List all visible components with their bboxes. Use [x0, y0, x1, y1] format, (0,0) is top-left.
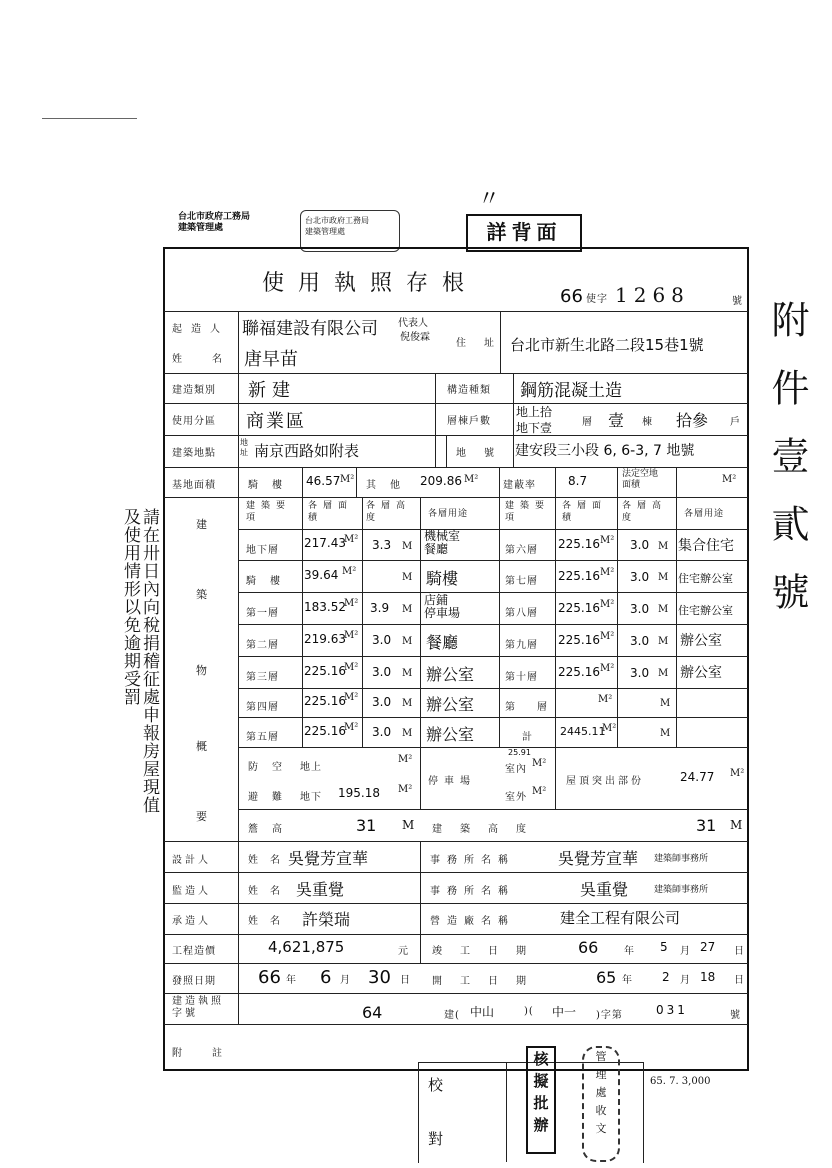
side-label-building: 建 — [196, 518, 208, 531]
floor-name: 第六層 — [505, 545, 538, 556]
notes-label: 附註 — [172, 1048, 252, 1059]
households-unit: 戶 — [730, 417, 741, 428]
floor-area: 219.63 — [304, 632, 346, 646]
permit-ref-code: 中一 — [552, 1005, 577, 1019]
floor-area-unit: M² — [344, 598, 359, 609]
zoning-value: 商業區 — [246, 411, 306, 432]
base-label: 基地面積 — [172, 480, 216, 491]
cost-unit: 元 — [398, 946, 409, 957]
designer-name-label: 姓名 — [248, 855, 292, 866]
permit-ref-suffix: )字第 — [596, 1010, 623, 1021]
floor-area: 39.64 — [304, 568, 339, 582]
floor-name: 計 — [522, 732, 533, 743]
floor-height-unit: M — [658, 541, 669, 552]
floor-area: 225.16 — [558, 569, 600, 583]
floors-above: 地上拾 — [516, 405, 553, 419]
shelter-above: 地上 — [300, 762, 322, 773]
detail-stamp-text: 詳背面 — [486, 220, 562, 244]
floors-header-height-right: 各層高度 — [622, 501, 668, 523]
floor-area-unit: M² — [344, 692, 359, 703]
floor-height: 3.0 — [630, 538, 650, 552]
floor-area: 225.16 — [304, 664, 346, 678]
floor-area-unit: M² — [344, 722, 359, 733]
floor-area-unit: M² — [344, 534, 359, 545]
designer-office: 吳覺芳宣華 — [558, 849, 639, 868]
floor-area: 225.16 — [304, 694, 346, 708]
floor-area-unit: M² — [344, 630, 359, 641]
zoning-label: 使用分區 — [172, 416, 216, 427]
building-height-unit: M — [730, 818, 743, 832]
buildings-count: 壹 — [608, 411, 625, 430]
start-year: 65 — [596, 968, 617, 987]
floor-name: 第二層 — [246, 640, 279, 651]
floor-use: 辦公室 — [680, 665, 722, 681]
check-label-1: 校 — [428, 1076, 445, 1094]
floor-use: 機械室 餐廳 — [424, 529, 461, 556]
eaves-unit: M — [402, 818, 415, 832]
page-title: 使用執照存根 — [262, 271, 479, 296]
arcade-value: 46.57 — [306, 474, 341, 488]
structure-label: 構造種類 — [447, 385, 491, 396]
top-marks: 〃 — [478, 187, 501, 212]
floor-height: 3.9 — [370, 601, 390, 615]
floor-height-unit: M — [402, 572, 413, 583]
building-height-label: 建築高度 — [432, 824, 544, 835]
permit-ref-label: 建造執照字號 — [172, 996, 224, 1019]
receipt-stamp: 管 理 處 收 文 — [582, 1046, 620, 1162]
coverage-value: 8.7 — [568, 474, 588, 488]
floor-height-unit: M — [658, 572, 669, 583]
permit-word: 使字 — [586, 294, 608, 305]
start-label: 開工日期 — [432, 976, 544, 987]
floors-header-area-left: 各層面積 — [308, 501, 354, 523]
start-year-unit: 年 — [622, 975, 633, 986]
shelter-label-bottom: 避難 — [248, 792, 296, 803]
shelter-label-top: 防空 — [248, 762, 296, 773]
floor-area-unit: M² — [342, 566, 357, 577]
parking-label: 停車場 — [428, 776, 476, 787]
floors-header-area-right: 各層面積 — [562, 501, 608, 523]
floor-height-unit: M — [402, 636, 413, 647]
start-day: 18 — [700, 970, 716, 984]
address-value: 台北市新生北路二段15巷1號 — [510, 336, 704, 354]
floor-height: 3.3 — [372, 538, 392, 552]
print-info: 65. 7. 3,000 — [650, 1076, 711, 1087]
floor-height-unit: M — [402, 541, 413, 552]
floor-use: 辦公室 — [426, 725, 475, 744]
done-day-unit: 日 — [734, 946, 745, 957]
done-month: 5 — [660, 940, 668, 954]
shelter-below-value: 195.18 — [338, 786, 380, 800]
category-value: 新建 — [248, 380, 296, 401]
done-year-unit: 年 — [624, 946, 635, 957]
cost-label: 工程造價 — [172, 946, 216, 957]
floors-header-height-left: 各層高度 — [366, 501, 412, 523]
floor-height-unit: M — [658, 636, 669, 647]
coverage-label: 建蔽率 — [503, 480, 536, 491]
floor-height-unit: M — [402, 604, 413, 615]
other-label: 其他 — [366, 480, 414, 491]
floor-height: 3.0 — [372, 633, 392, 647]
side-label-essential: 要 — [196, 810, 208, 823]
floor-name: 第五層 — [246, 732, 279, 743]
floor-height-unit: M — [402, 668, 413, 679]
designer-name: 吳覺芳宣華 — [288, 849, 369, 868]
issue-year: 66 — [258, 967, 281, 988]
floor-area: 225.16 — [558, 633, 600, 647]
floors-header-item-left: 建築要項 — [246, 501, 292, 523]
floor-name: 第三層 — [246, 672, 279, 683]
permit-ref-prefix: 建( — [444, 1010, 460, 1021]
side-label-thing: 物 — [196, 664, 208, 677]
arcade-label: 騎樓 — [248, 480, 296, 491]
shelter-below-unit: M² — [398, 784, 413, 795]
floor-area-unit: M² — [600, 599, 615, 610]
start-month: 2 — [662, 970, 670, 984]
contractor-name: 許榮瑞 — [302, 910, 351, 929]
roof-value: 24.77 — [680, 770, 715, 784]
supervisor-office-label: 事務所名稱 — [430, 886, 515, 897]
open-unit: M² — [722, 474, 737, 485]
structure-value: 鋼筋混凝土造 — [520, 381, 622, 401]
other-unit: M² — [464, 474, 479, 485]
floor-height: 3.0 — [630, 602, 650, 616]
check-label-2: 對 — [428, 1130, 445, 1148]
floor-name: 第 層 — [505, 702, 553, 713]
stamp-top-mid: 台北市政府工務局 建築管理處 — [300, 210, 400, 252]
issue-day: 30 — [368, 967, 391, 988]
done-month-unit: 月 — [680, 946, 691, 957]
issue-day-unit: 日 — [400, 975, 411, 986]
floor-height: 3.0 — [630, 666, 650, 680]
side-label-object: 築 — [196, 588, 208, 601]
floor-area-unit: M² — [344, 662, 359, 673]
shelter-above-unit: M² — [398, 754, 413, 765]
floor-area-unit: M² — [602, 723, 617, 734]
side-label-summary: 概 — [196, 740, 208, 753]
parking-outdoor: 室外 — [505, 792, 527, 803]
floor-height-unit: M — [660, 728, 671, 739]
floor-height: 3.0 — [372, 665, 392, 679]
floor-area: 217.43 — [304, 536, 346, 550]
contractor-name-label: 姓名 — [248, 916, 292, 927]
issue-year-unit: 年 — [286, 975, 297, 986]
permit-ref-district: 中山 — [470, 1005, 495, 1019]
contractor-label: 承造人 — [172, 916, 211, 927]
permit-ref-number: 031 — [656, 1003, 688, 1017]
permit-ref-mid: )( — [524, 1006, 534, 1017]
start-day-unit: 日 — [734, 975, 745, 986]
lot-value: 建安段三小段 6, 6-3, 7 地號 — [515, 443, 695, 459]
parking-indoor-unit: M² — [532, 758, 547, 769]
floor-name: 第一層 — [246, 608, 279, 619]
other-value: 209.86 — [420, 474, 462, 488]
floor-area-unit: M² — [600, 663, 615, 674]
designer-office-label: 事務所名稱 — [430, 855, 515, 866]
floor-use: 住宅辦公室 — [678, 604, 733, 617]
floor-height-unit: M — [402, 728, 413, 739]
firm-label: 營造廠名稱 — [430, 916, 515, 927]
owner-company: 聯福建設有限公司 — [242, 319, 378, 339]
roof-unit: M² — [730, 768, 745, 779]
permit-ref-end: 號 — [730, 1010, 741, 1021]
eaves-value: 31 — [356, 816, 377, 835]
done-label: 竣工日期 — [432, 946, 544, 957]
parking-indoor-value: 25.91 — [508, 748, 531, 757]
floor-name: 第九層 — [505, 640, 538, 651]
floor-name: 第四層 — [246, 702, 279, 713]
approval-stamp: 核 擬 批 辦 — [526, 1046, 556, 1154]
floor-use: 集合住宅 — [678, 538, 734, 554]
floor-name: 第十層 — [505, 672, 538, 683]
floor-height: 3.0 — [372, 725, 392, 739]
floors-header-use-right: 各層用途 — [684, 509, 725, 519]
floors-label: 層棟戶數 — [447, 416, 491, 427]
stamp-top-left: 台北市政府工務局 建築管理處 — [178, 212, 251, 233]
category-label: 建造類別 — [172, 385, 216, 396]
supervisor-label: 監造人 — [172, 886, 211, 897]
floor-height-unit: M — [658, 668, 669, 679]
floor-area: 225.16 — [558, 665, 600, 679]
owner-label: 起造人 — [172, 324, 229, 335]
floors-header-item-right: 建築要項 — [505, 501, 551, 523]
floors-unit: 層 — [582, 417, 593, 428]
floor-use: 辦公室 — [426, 665, 475, 684]
permit-year: 66 — [560, 286, 583, 307]
done-year: 66 — [578, 938, 599, 957]
floors-below: 地下壹 — [516, 421, 553, 435]
designer-office-suffix: 建築師事務所 — [654, 854, 709, 864]
firm-value: 建全工程有限公司 — [560, 909, 681, 927]
right-margin-note: 附件壹貳號 — [765, 300, 809, 640]
floor-use: 辦公室 — [680, 633, 722, 649]
cost-value: 4,621,875 — [268, 938, 345, 956]
floor-area-unit: M² — [600, 631, 615, 642]
floor-height-unit: M — [658, 604, 669, 615]
households-count: 拾參 — [676, 411, 709, 430]
designer-label: 設計人 — [172, 855, 211, 866]
arcade-unit: M² — [340, 474, 355, 485]
issue-label: 發照日期 — [172, 976, 216, 987]
floor-area: 183.52 — [304, 600, 346, 614]
floor-name: 第八層 — [505, 608, 538, 619]
owner-name-label: 姓名 — [172, 354, 252, 365]
supervisor-name-label: 姓名 — [248, 886, 292, 897]
floor-area: 225.16 — [558, 537, 600, 551]
floor-area-unit: M² — [598, 694, 613, 705]
floor-use: 騎樓 — [426, 569, 459, 588]
done-day: 27 — [700, 940, 716, 954]
floor-height: 3.0 — [372, 695, 392, 709]
floor-height-unit: M — [402, 698, 413, 709]
issue-month: 6 — [320, 967, 332, 988]
floor-height: 3.0 — [630, 634, 650, 648]
floors-header-use-left: 各層用途 — [428, 509, 469, 519]
floor-name: 騎樓 — [246, 576, 294, 587]
owner-rep-label: 代表人 — [398, 318, 428, 329]
site-value: 南京西路如附表 — [254, 442, 360, 460]
permit-ref-year: 64 — [362, 1003, 383, 1022]
supervisor-name: 吳重覺 — [296, 880, 345, 899]
floor-height-unit: M — [660, 698, 671, 709]
floor-use: 辦公室 — [426, 695, 475, 714]
supervisor-office-suffix: 建築師事務所 — [654, 885, 709, 895]
eaves-label: 簷高 — [248, 824, 296, 835]
owner-person: 唐早苗 — [244, 349, 298, 370]
floor-area-unit: M² — [600, 535, 615, 546]
open-label: 法定空地面積 — [622, 469, 659, 490]
permit-suffix: 號 — [732, 296, 743, 307]
start-month-unit: 月 — [680, 975, 691, 986]
floor-area: 225.16 — [304, 724, 346, 738]
building-height-value: 31 — [696, 816, 717, 835]
floor-use: 住宅辦公室 — [678, 572, 733, 585]
supervisor-office: 吳重覺 — [580, 880, 629, 899]
parking-outdoor-unit: M² — [532, 786, 547, 797]
parking-indoor: 室內 — [505, 764, 527, 775]
lot-label: 地號 — [456, 448, 512, 459]
site-label: 建築地點 — [172, 448, 216, 459]
roof-label: 屋頂突出部份 — [566, 776, 644, 787]
site-sub: 地址 — [240, 438, 249, 457]
owner-rep-alt: 倪俊霖 — [400, 332, 430, 343]
floor-use: 餐廳 — [426, 633, 459, 652]
issue-month-unit: 月 — [340, 975, 351, 986]
floor-area-unit: M² — [600, 567, 615, 578]
floor-area: 2445.11 — [560, 725, 606, 738]
margin-note: 請在卅日內向稅捐稽征處申報房屋現值及使用情形以免逾期受罰 — [120, 508, 159, 814]
floor-name: 第七層 — [505, 576, 538, 587]
shelter-below: 地下 — [300, 792, 322, 803]
buildings-unit: 棟 — [642, 417, 653, 428]
floor-height: 3.0 — [630, 570, 650, 584]
floor-name: 地下層 — [246, 545, 279, 556]
permit-number: 1268 — [615, 283, 690, 307]
floor-use: 店鋪 停車場 — [424, 593, 461, 620]
address-label: 住址 — [456, 338, 512, 349]
floor-area: 225.16 — [558, 601, 600, 615]
